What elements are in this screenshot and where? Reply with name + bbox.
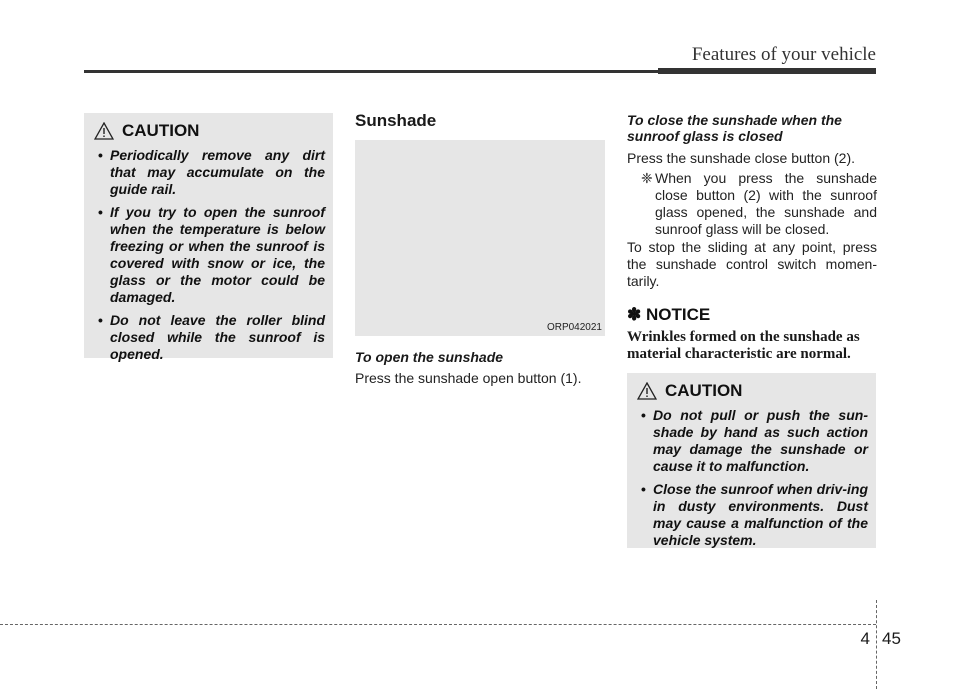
page-number: 45 bbox=[882, 629, 901, 648]
footer-rule bbox=[0, 624, 876, 625]
note-text: When you press the sunshade close button (2) with the sunroof glass opened, the sunshade and sunroof glass will be closed. bbox=[655, 170, 877, 237]
caution-list bbox=[90, 147, 325, 363]
notice-text: Wrinkles formed on the sunshade as material characteristic are normal. bbox=[627, 329, 860, 362]
caution-item: • If you try to open the sunroof when the temperature is below freezing or when the sunroof is covered with snow or ice, the glass or the motor could be damaged. bbox=[90, 204, 325, 306]
open-sunshade-text: Press the sunshade open button (1). bbox=[355, 370, 582, 386]
caution-title: CAUTION bbox=[122, 121, 200, 140]
sunshade-image bbox=[355, 140, 605, 336]
note-symbol-icon: ❈ bbox=[641, 170, 653, 186]
section-title: Sunshade bbox=[355, 111, 437, 130]
warning-triangle-icon bbox=[637, 382, 657, 400]
notice-title: NOTICE bbox=[645, 305, 711, 324]
open-sunshade-heading: To open the sunshade bbox=[355, 349, 504, 365]
header-title: Features of your vehicle bbox=[691, 44, 876, 65]
caution-header bbox=[637, 381, 868, 401]
caution-item: • Close the sunroof when driv-ing in dusty environments. Dust may cause a malfunction of the vehicle system. bbox=[633, 481, 868, 549]
caution-item: • Do not pull or push the sun-shade by hand as such action may damage the sunshade or cause it to malfunction. bbox=[633, 407, 868, 475]
footer-divider bbox=[876, 600, 877, 689]
caution-header bbox=[94, 121, 325, 141]
caution-list bbox=[633, 407, 868, 549]
stop-sliding-text: To stop the sliding at any point, press the sunshade control switch momen-tarily. bbox=[627, 239, 877, 289]
caution-title: CAUTION bbox=[665, 381, 743, 400]
close-sunshade-note bbox=[627, 170, 877, 238]
image-code: ORP042021 bbox=[546, 322, 602, 333]
close-sunshade-heading: To close the sunshade when the sunroof glass is closed bbox=[627, 112, 842, 144]
warning-triangle-icon bbox=[94, 122, 114, 140]
header-rule-accent bbox=[658, 68, 876, 74]
caution-item: • Do not leave the roller blind closed while the sunroof is opened. bbox=[90, 312, 325, 363]
notice-symbol-icon: ✽ bbox=[627, 305, 642, 324]
caution-box-right bbox=[627, 373, 876, 548]
chapter-number: 4 bbox=[860, 629, 870, 648]
caution-box-left bbox=[84, 113, 333, 362]
close-sunshade-text: Press the sunshade close button (2). bbox=[627, 150, 856, 166]
caution-item: • Periodically remove any dirt that may accumulate on the guide rail. bbox=[90, 147, 325, 198]
notice-heading bbox=[627, 305, 710, 325]
